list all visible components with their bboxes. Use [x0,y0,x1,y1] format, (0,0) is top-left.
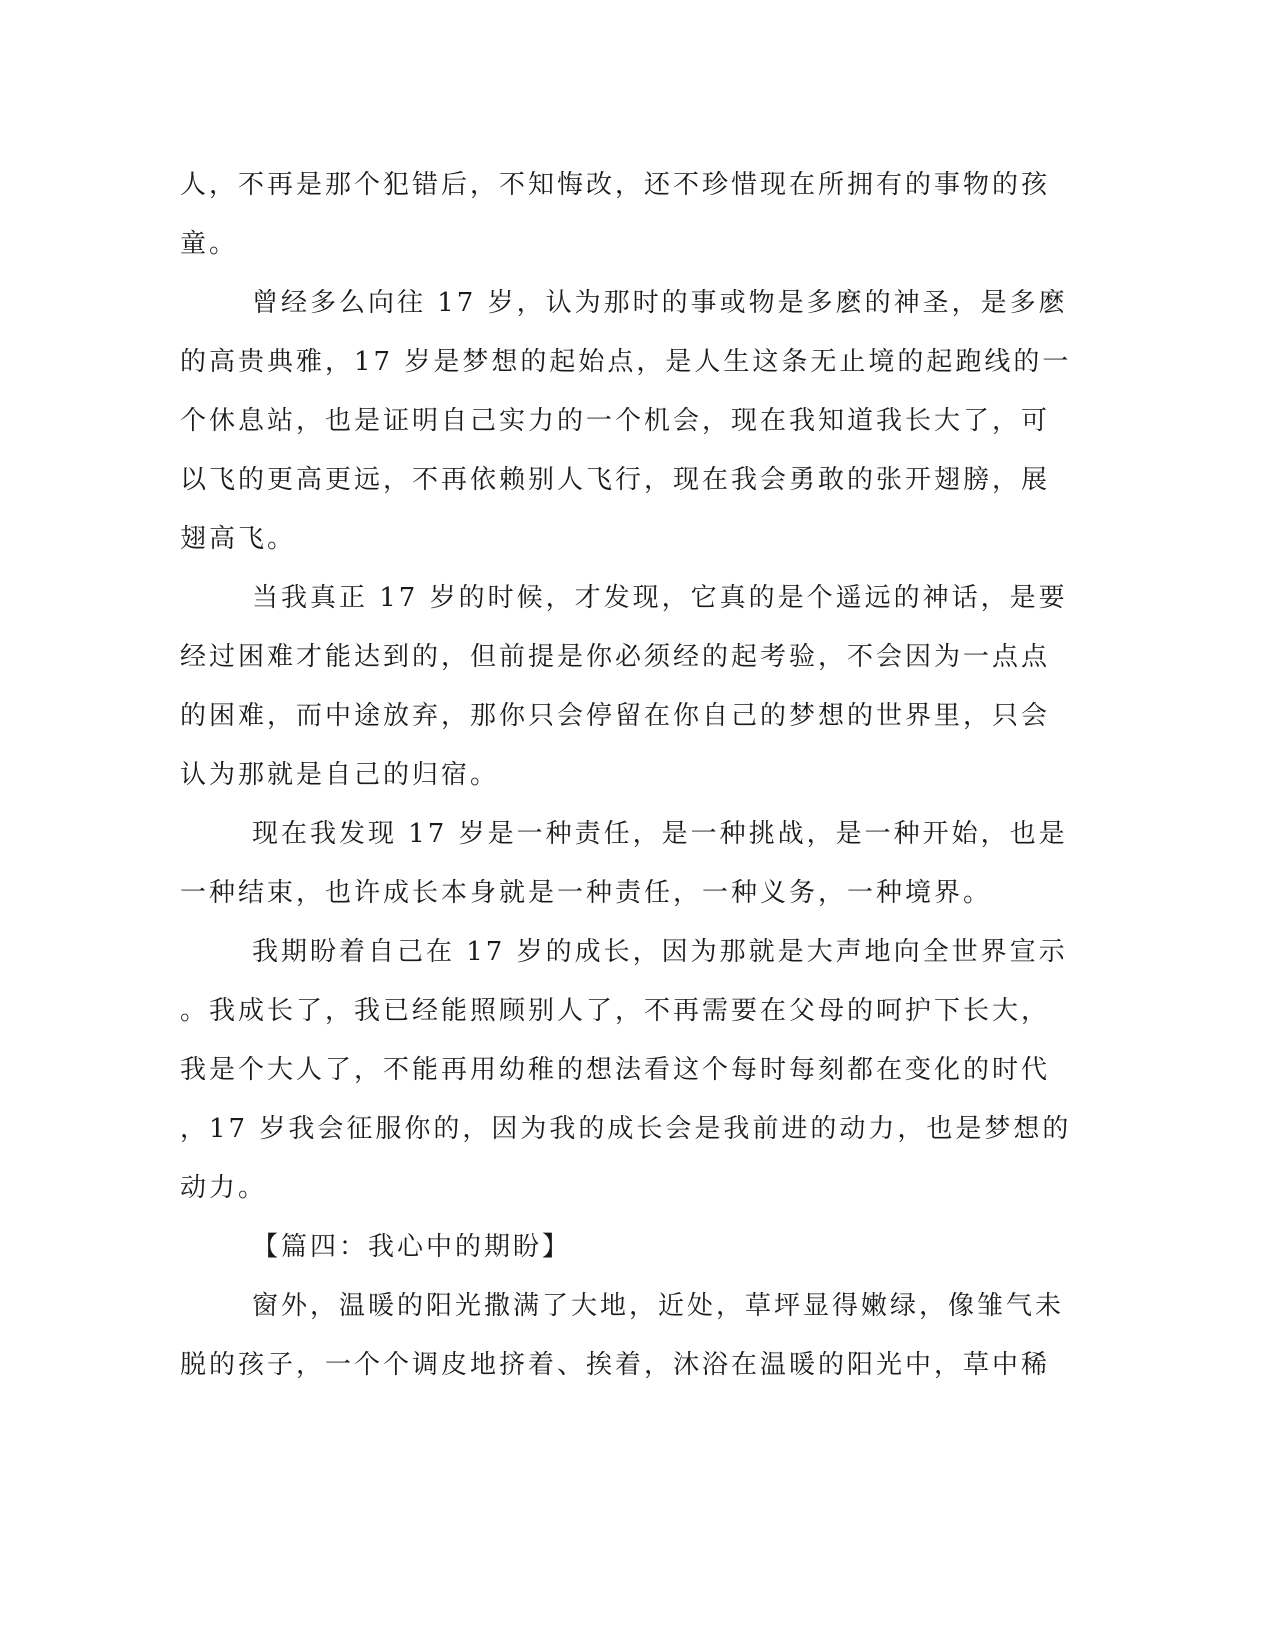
text-line: 童。 [180,229,239,259]
text-line: 的困难，而中途放弃，那你只会停留在你自己的梦想的世界里，只会 [180,701,1051,731]
text-line: 我是个大人了，不能再用幼稚的想法看这个每时每刻都在变化的时代 [180,1055,1051,1085]
text-line: 当我真正 17 岁的时候，才发现，它真的是个遥远的神话，是要 [252,583,1068,613]
text-line: 。我成长了，我已经能照顾别人了，不再需要在父母的呵护下长大， [180,996,1051,1026]
text-line: 曾经多么向往 17 岁，认为那时的事或物是多麽的神圣，是多麽 [252,288,1068,318]
text-line: ，17 岁我会征服你的，因为我的成长会是我前进的动力，也是梦想的 [180,1114,1072,1144]
text-line: 翅高飞。 [180,524,297,554]
section-heading: 【篇四：我心中的期盼】 [252,1232,572,1262]
text-line: 经过困难才能达到的，但前提是你必须经的起考验，不会因为一点点 [180,642,1051,672]
text-line: 动力。 [180,1173,268,1203]
text-line: 现在我发现 17 岁是一种责任，是一种挑战，是一种开始，也是 [252,819,1068,849]
text-line: 认为那就是自己的归宿。 [180,760,500,790]
text-line: 窗外，温暖的阳光撒满了大地，近处，草坪显得嫩绿，像雏气未 [252,1291,1065,1321]
text-line: 以飞的更高更远，不再依赖别人飞行，现在我会勇敢的张开翅膀，展 [180,465,1051,495]
text-line: 脱的孩子，一个个调皮地挤着、挨着，沐浴在温暖的阳光中，草中稀 [180,1350,1051,1380]
text-line: 一种结束，也许成长本身就是一种责任，一种义务，一种境界。 [180,878,993,908]
text-line: 个休息站，也是证明自己实力的一个机会，现在我知道我长大了，可 [180,406,1051,436]
text-line: 人，不再是那个犯错后，不知悔改，还不珍惜现在所拥有的事物的孩 [180,170,1051,200]
document-body [180,156,1072,1395]
text-line: 的高贵典雅，17 岁是梦想的起始点，是人生这条无止境的起跑线的一 [180,347,1072,377]
text-line: 我期盼着自己在 17 岁的成长，因为那就是大声地向全世界宣示 [252,937,1068,967]
